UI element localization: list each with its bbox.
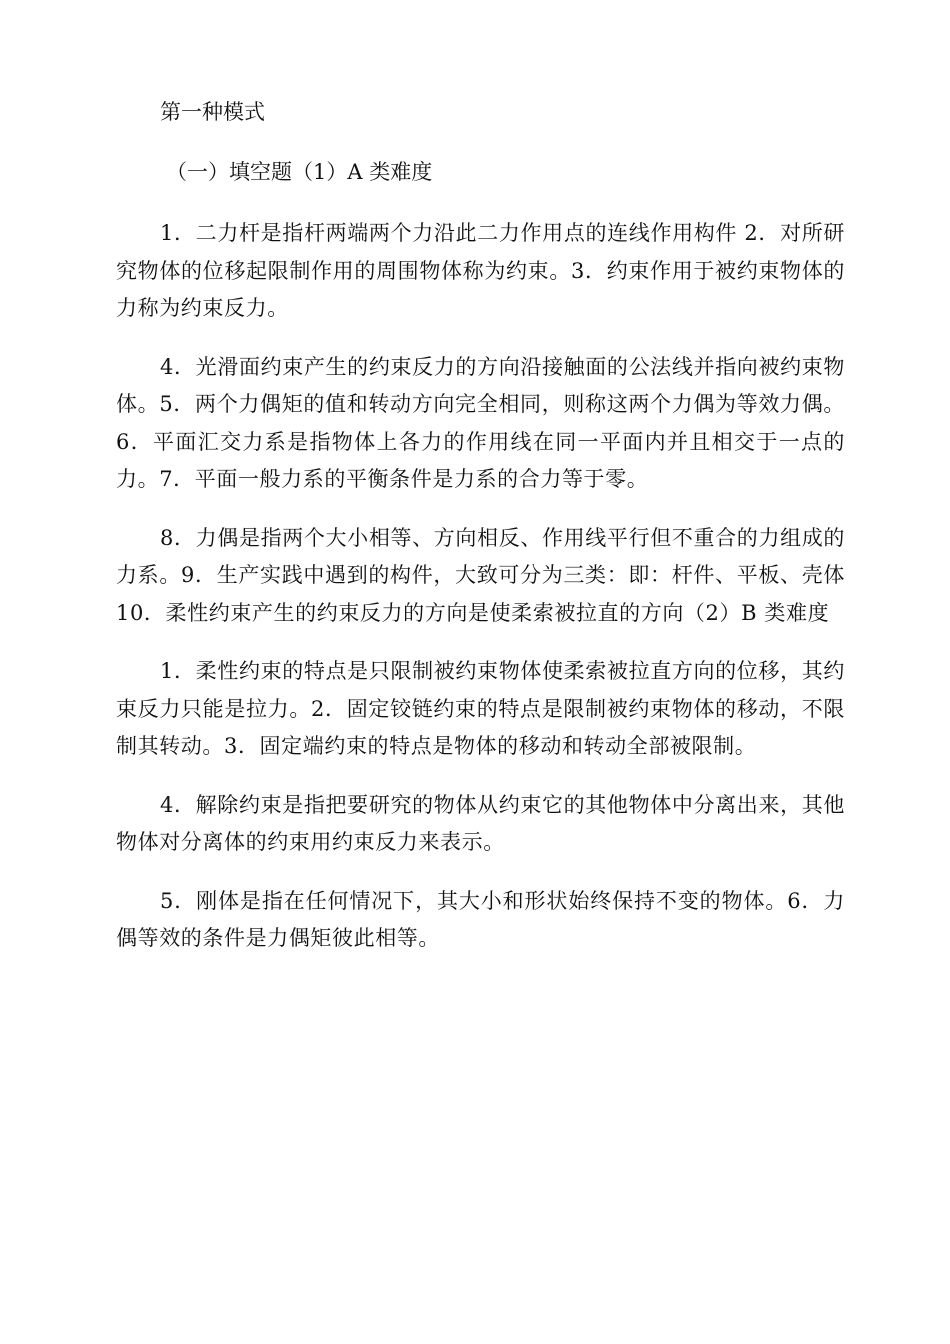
paragraph-1: 1．二力杆是指杆两端两个力沿此二力作用点的连线作用构件 2．对所研究物体的位移起限制作用的周围物体称为约束。3．约束作用于被约束物体的力称为约束反力。	[116, 221, 845, 320]
paragraph-4: 1．柔性约束的特点是只限制被约束物体使柔索被拉直方向的位移，其约束反力只能是拉力。2．固定铰链约束的特点是限制被约束物体的移动，不限制其转动。3．固定端约束的特点是物体的移动和转动全部被限制。	[116, 659, 845, 758]
paragraph-3: 8．力偶是指两个大小相等、方向相反、作用线平行但不重合的力组成的力系。9．生产实践中遇到的构件，大致可分为三类：即：杆件、平板、壳体 10．柔性约束产生的约束反力的方向是使柔索被拉直的方向（2）B 类难度	[116, 525, 845, 625]
paragraph-5: 4．解除约束是指把要研究的物体从约束它的其他物体中分离出来，其他物体对分离体的约束用约束反力来表示。	[116, 792, 845, 854]
paragraph-2: 4．光滑面约束产生的约束反力的方向沿接触面的公法线并指向被约束物体。5．两个力偶矩的值和转动方向完全相同，则称这两个力偶为等效力偶。6．平面汇交力系是指物体上各力的作用线在同一平面内并且相交于一点的力。7．平面一般力系的平衡条件是力系的合力等于零。	[116, 354, 845, 491]
section-heading: （一）填空题（1）A 类难度	[166, 160, 433, 184]
document-title: 第一种模式	[160, 100, 265, 124]
paragraph-6: 5．刚体是指在任何情况下，其大小和形状始终保持不变的物体。6．力偶等效的条件是力偶矩彼此相等。	[116, 888, 845, 950]
